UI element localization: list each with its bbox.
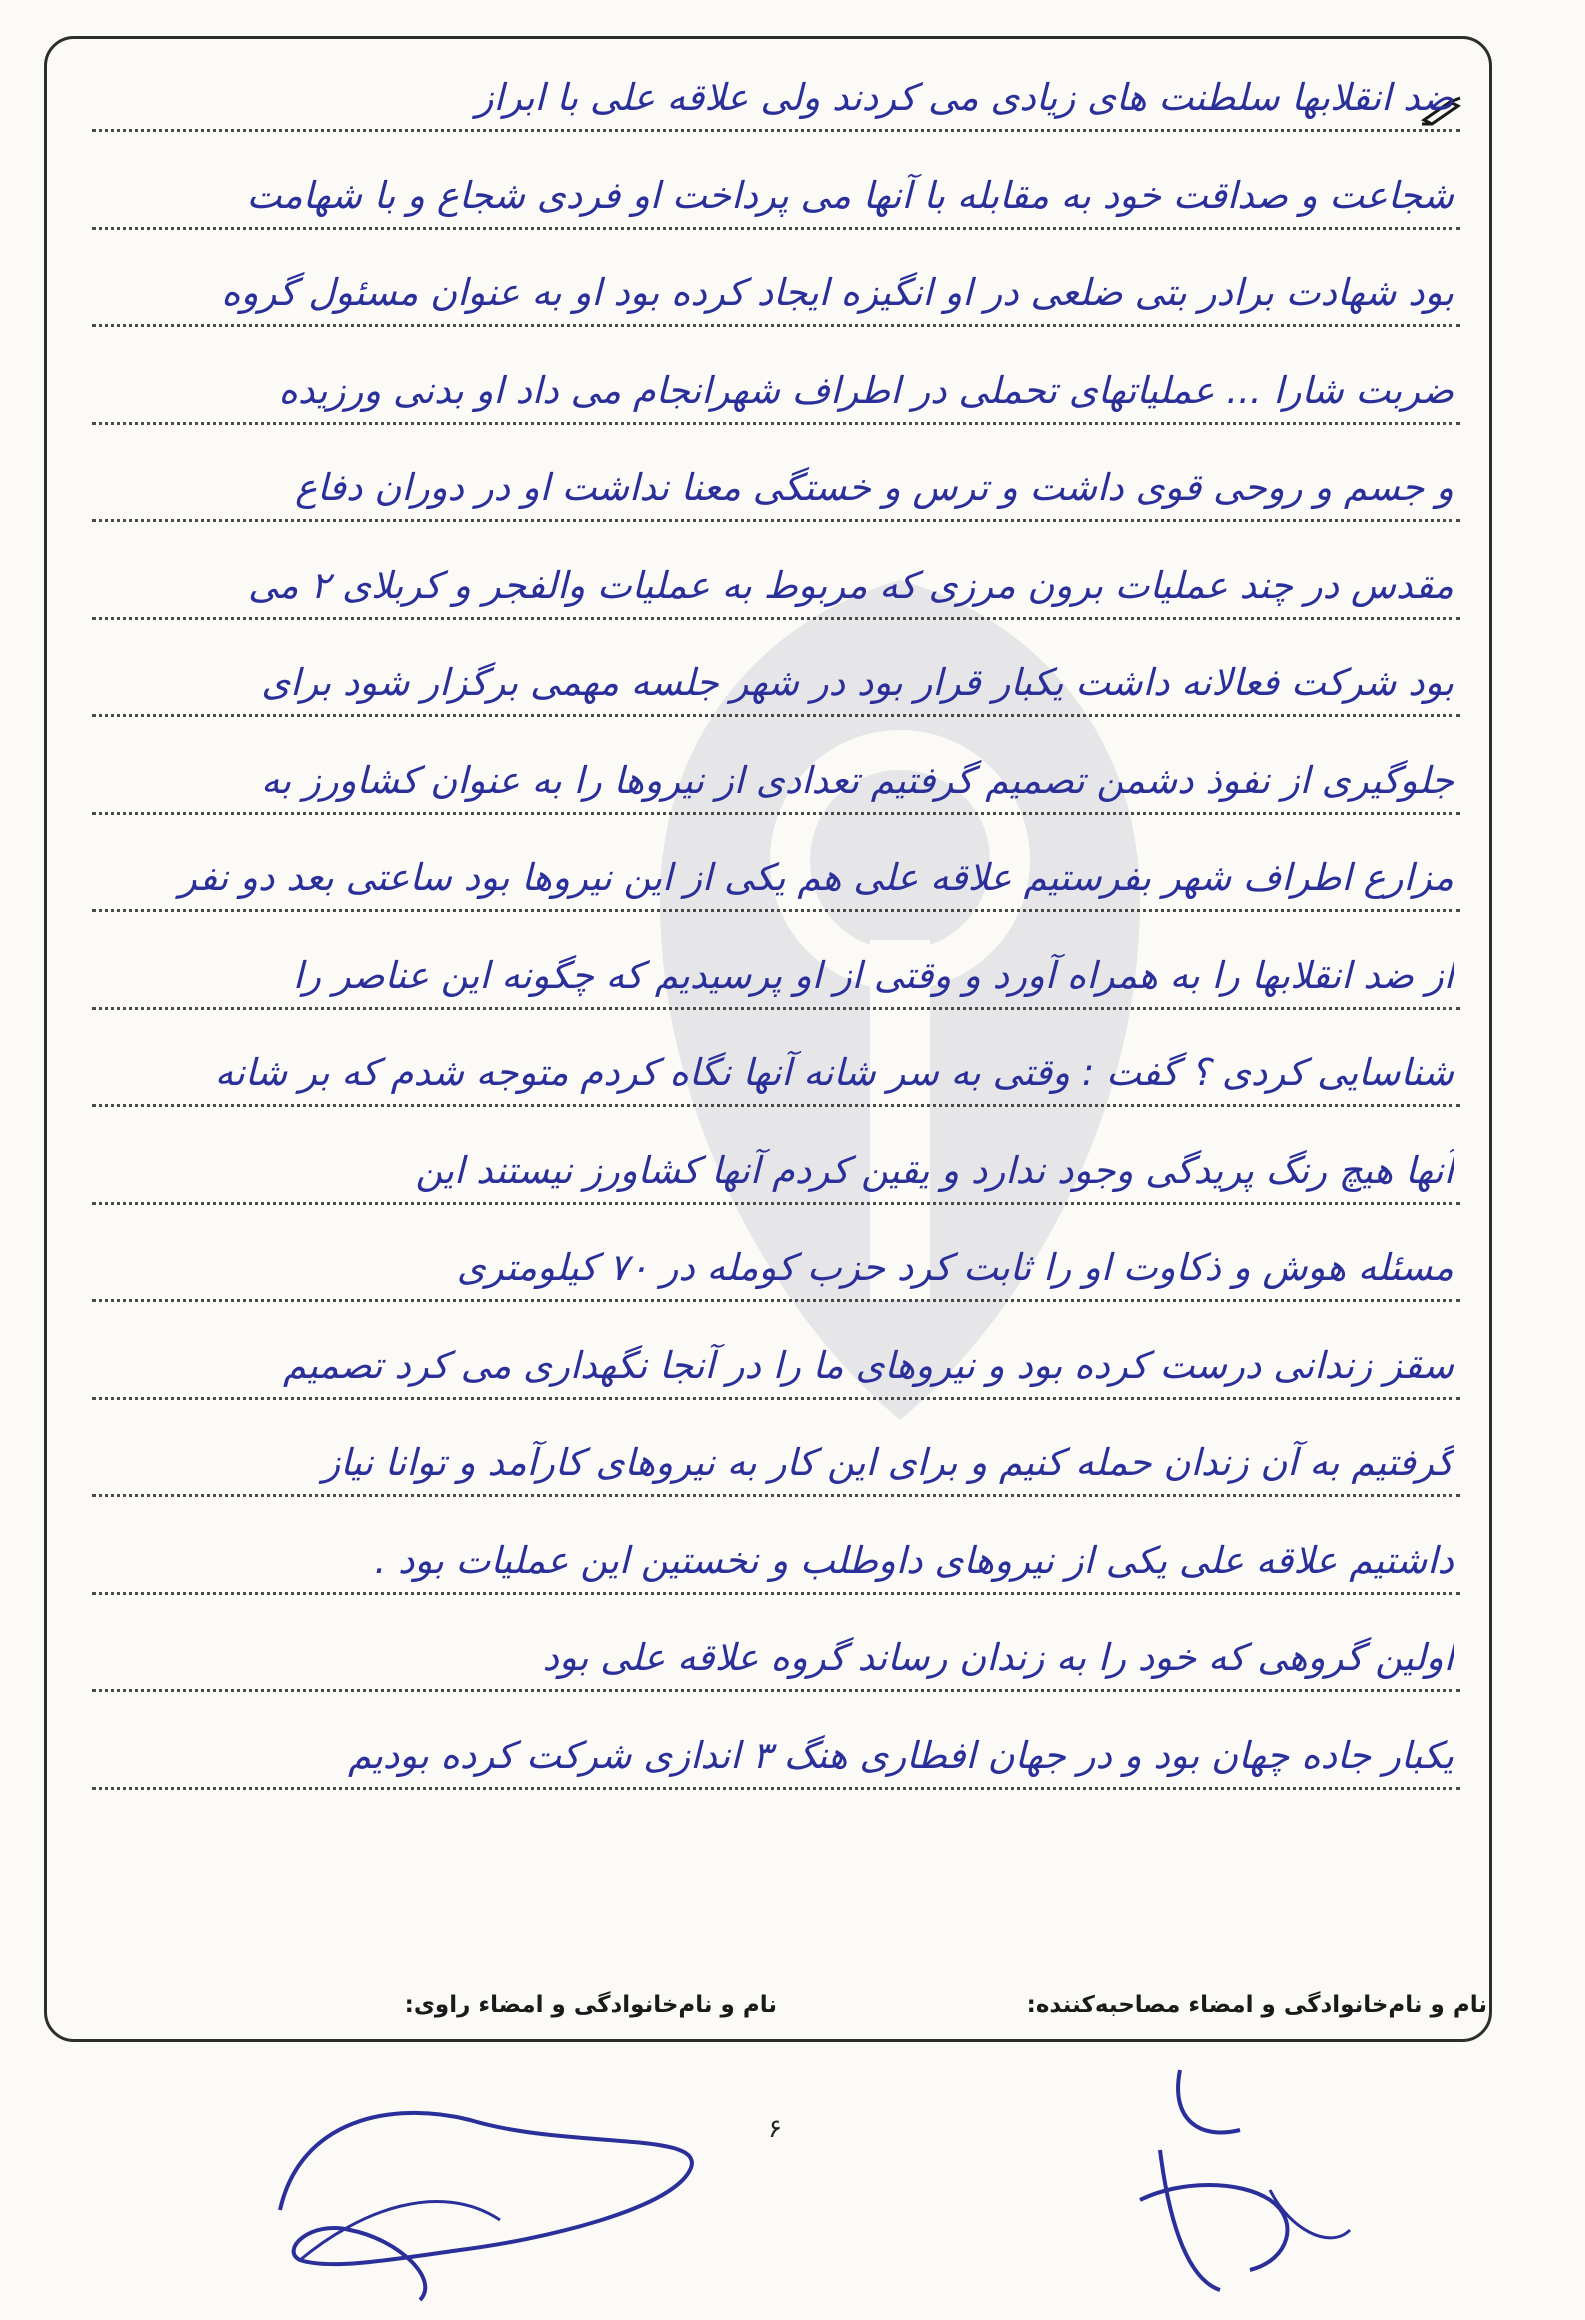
text-line-content: از ضد انقلابها را به همراه آورد و وقتی از او پرسیدیم که چگونه این عناصر را — [292, 953, 1454, 997]
text-line-content: آنها هیچ رنگ پریدگی وجود ندارد و یقین کردم آنها کشاورز نیستند این — [415, 1148, 1454, 1192]
text-line-content: ضد انقلابها سلطنت های زیادی می کردند ولی علاقه علی با ابراز — [475, 76, 1454, 119]
text-line-content: بود شرکت فعالانه داشت یکبار قرار بود در شهر جلسه مهمی برگزار شود برای — [261, 661, 1454, 704]
text-line-content: شجاعت و صداقت خود به مقابله با آنها می پرداخت او فردی شجاع و با شهامت — [246, 173, 1454, 217]
text-line-content: سقز زندانی درست کرده بود و نیروهای ما را در آنجا نگهداری می کرد تصمیم — [283, 1343, 1454, 1387]
text-line-content: مقدس در چند عملیات برون مرزی که مربوط به عملیات والفجر و کربلای ۲ می — [247, 563, 1454, 607]
text-line — [92, 1407, 1460, 1497]
text-line-content: ضربت شارا ... عملیاتهای تحملی در اطراف شهرانجام می داد او بدنی ورزیده — [278, 368, 1454, 412]
text-line — [92, 920, 1460, 1010]
text-line-content: داشتیم علاقه علی یکی از نیروهای داوطلب و نخستین این عملیات بود . — [374, 1538, 1454, 1582]
text-line-content: و جسم و روحی قوی داشت و ترس و خستگی معنا نداشت او در دوران دفاع — [295, 466, 1454, 509]
narrator-signature-label: نام و نام‌خانوادگی و امضاء راوی: — [404, 1992, 777, 2018]
text-line — [92, 1310, 1460, 1400]
text-line-content: جلوگیری از نفوذ دشمن تصمیم گرفتیم تعدادی از نیروها را به عنوان کشاورز به — [261, 758, 1454, 802]
text-line — [92, 627, 1460, 717]
text-line — [92, 1700, 1460, 1790]
page-number: ۶ — [768, 2114, 782, 2144]
text-line — [92, 432, 1460, 522]
text-line — [92, 140, 1460, 230]
text-line — [92, 1505, 1460, 1595]
text-line-content: شناسایی کردی ؟ گفت : وقتی به سر شانه آنها نگاه کردم متوجه شدم که بر شانه — [214, 1051, 1454, 1094]
text-line-content: بود شهادت برادر بتی ضلعی در او انگیزه ایجاد کرده بود او به عنوان مسئول گروه — [221, 271, 1454, 314]
text-line — [92, 1017, 1460, 1107]
text-line — [92, 335, 1460, 425]
text-line — [92, 822, 1460, 912]
text-line — [92, 725, 1460, 815]
text-line-content: مسئله هوش و ذکاوت او را ثابت کرد حزب کومله در ۷۰ کیلومتری — [456, 1246, 1454, 1289]
text-line — [92, 1212, 1460, 1302]
text-line-content: مزارع اطراف شهر بفرستیم علاقه علی هم یکی از این نیروها بود ساعتی بعد دو نفر — [178, 856, 1454, 899]
text-line — [92, 42, 1460, 132]
text-line — [92, 1115, 1460, 1205]
narrator-signature — [240, 2060, 760, 2310]
interviewer-signature — [1100, 2060, 1360, 2310]
text-line — [92, 530, 1460, 620]
text-line — [92, 1602, 1460, 1692]
text-line-content: اولین گروهی که خود را به زندان رساند گروه علاقه علی بود — [542, 1636, 1454, 1679]
text-line-content: یکبار جاده چهان بود و در جهان افطاری هنگ ۳ اندازی شرکت کرده بودیم — [347, 1733, 1454, 1777]
text-line-content: گرفتیم به آن زندان حمله کنیم و برای این کار به نیروهای کارآمد و توانا نیاز — [322, 1441, 1454, 1484]
text-line — [92, 237, 1460, 327]
interviewer-signature-label: نام و نام‌خانوادگی و امضاء مصاحبه‌کننده: — [1026, 1992, 1487, 2018]
